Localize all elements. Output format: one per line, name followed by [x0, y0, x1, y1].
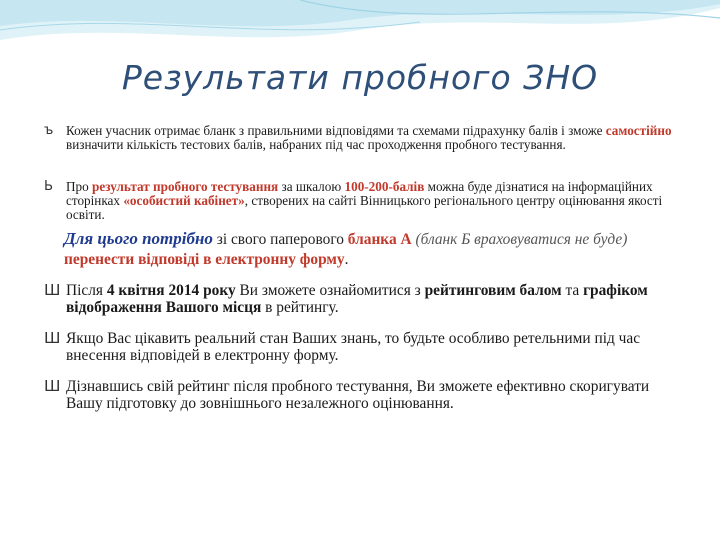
bold-text: рейтинговим балом [424, 282, 562, 299]
list-item [44, 124, 684, 152]
bullet-marker: Ь [44, 179, 54, 194]
list-item [44, 282, 684, 316]
text-span: Після [66, 282, 107, 299]
text-span: в рейтингу. [261, 299, 339, 316]
bold-text: 4 квітня 2014 року [106, 282, 236, 299]
highlight-text: результат пробного тестування [92, 179, 279, 194]
page-title: Результати пробного ЗНО [121, 58, 599, 97]
paragraph-text [66, 124, 684, 152]
text-span: можна буде дізнатися на інформаційних сторінках [66, 179, 653, 208]
paragraph-text: Якщо Вас цікавить реальний стан Ваших знань, то будьте особливо ретельними під час внесення відповідей в електронну форму. [66, 330, 641, 364]
text-span: зі свого паперового [212, 231, 348, 248]
list-item [44, 378, 684, 412]
paragraph-text [66, 180, 684, 222]
highlight-text: перенести відповіді в електронну форму [64, 251, 345, 268]
text-span: Про [66, 179, 93, 194]
highlight-text: «особистий кабінет» [123, 193, 245, 208]
text-span: Ви зможете ознайомитися з [235, 282, 425, 299]
bullet-marker: Ш [44, 329, 61, 347]
text-span: Кожен учасник отримає бланк з правильними відповідями та схемами підрахунку балів і зможе [66, 123, 606, 138]
bold-text: графіком відображення Вашого місця [66, 282, 648, 316]
bullet-marker: Ш [44, 377, 61, 395]
text-span: . [344, 251, 349, 268]
paragraph-text: Дізнавшись свій рейтинг після пробного тестування, Ви зможете ефективно скоригувати Вашу підготовку до зовнішнього незалежного оцінювання. [66, 378, 650, 412]
text-span: та [561, 282, 584, 299]
text-span: визначити кількість тестових балів, набраних під час проходження пробного тестування. [66, 137, 566, 152]
instruction-paragraph [64, 229, 684, 270]
text-span: , створених на сайті Вінницького регіонального центру оцінювання якості освіти. [66, 193, 663, 222]
highlight-text: бланка А [347, 231, 412, 248]
bullet-marker: ъ [44, 123, 54, 138]
list-item [44, 180, 684, 222]
bullet-marker: Ш [44, 281, 61, 299]
list-item [44, 330, 684, 364]
highlight-text: самостійно [605, 123, 672, 138]
highlight-text: 100-200-балів [344, 179, 425, 194]
text-span: за шкалою [278, 179, 345, 194]
paragraph-text [66, 282, 684, 316]
note-text: (бланк Б враховуватися не буде) [411, 231, 628, 248]
emphasis-text: Для цього потрібно [64, 229, 213, 248]
